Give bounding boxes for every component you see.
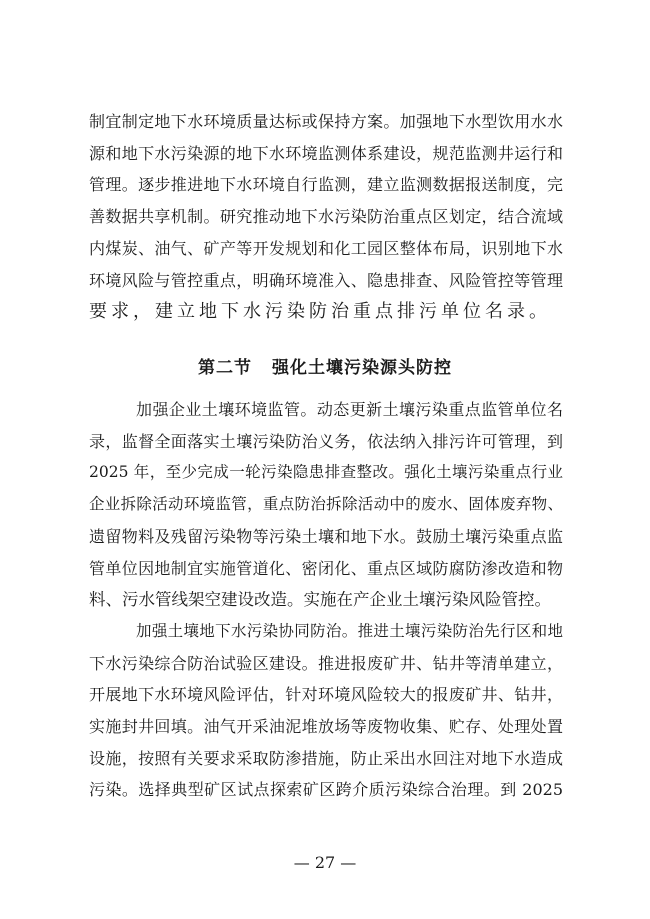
section-heading [0,353,650,378]
page-number: — 27 — [293,853,357,872]
text-line: 善数据共享机制。研究推动地下水污染防治重点区划定，结合流域 [89,207,563,227]
text-line: 遗留物料及残留污染物等污染土壤和地下水。鼓励土壤污染重点监 [89,526,563,546]
text-line: 加强土壤地下水污染协同防治。推进土壤污染防治先行区和地 [136,621,563,640]
section-title: 强化土壤污染源头防控 [272,358,452,378]
text-line: 管单位因地制宜实施管道化、密闭化、重点区域防腐防渗改造和物 [89,558,563,578]
text-line: 企业拆除活动环境监管，重点防治拆除活动中的废水、固体废弃物、 [89,495,563,514]
text-line: 录，监督全面落实土壤污染防治义务，依法纳入排污许可管理，到 [89,431,563,451]
text-line: 环境风险与管控重点，明确环境准入、隐患排查、风险管控等管理 [89,270,563,290]
text-line: 实施封井回填。油气开采油泥堆放场等废物收集、贮存、处理处置 [89,717,563,737]
text-line: 制宜制定地下水环境质量达标或保持方案。加强地下水型饮用水水 [89,112,563,131]
text-line: 2025 年，至少完成一轮污染隐患排查整改。强化土壤污染重点行业 [89,463,563,482]
text-line: 污染。选择典型矿区试点探索矿区跨介质污染综合治理。到 2025 [89,780,563,800]
text-line: 开展地下水环境风险评估，针对环境风险较大的报废矿井、钻井， [89,685,563,705]
text-line: 源和地下水污染源的地下水环境监测体系建设，规范监测井运行和 [89,143,563,163]
paragraph-1 [89,106,563,328]
text-line: 要求，建立地下水污染防治重点排污单位名录。 [89,301,551,323]
paragraphs-2-3 [89,394,563,806]
section-number: 第二节 [198,358,252,378]
text-line: 管理。逐步推进地下水环境自行监测，建立监测数据报送制度，完 [89,175,563,195]
text-line: 料、污水管线架空建设改造。实施在产企业土壤污染风险管控。 [89,590,551,610]
text-line: 加强企业土壤环境监管。动态更新土壤污染重点监管单位名 [136,400,563,419]
text-line: 内煤炭、油气、矿产等开发规划和化工园区整体布局，识别地下水 [89,238,563,258]
text-line: 设施，按照有关要求采取防渗措施，防止采出水回注对地下水造成 [89,748,563,768]
text-line: 下水污染综合防治试验区建设。推进报废矿井、钻井等清单建立， [89,653,563,673]
